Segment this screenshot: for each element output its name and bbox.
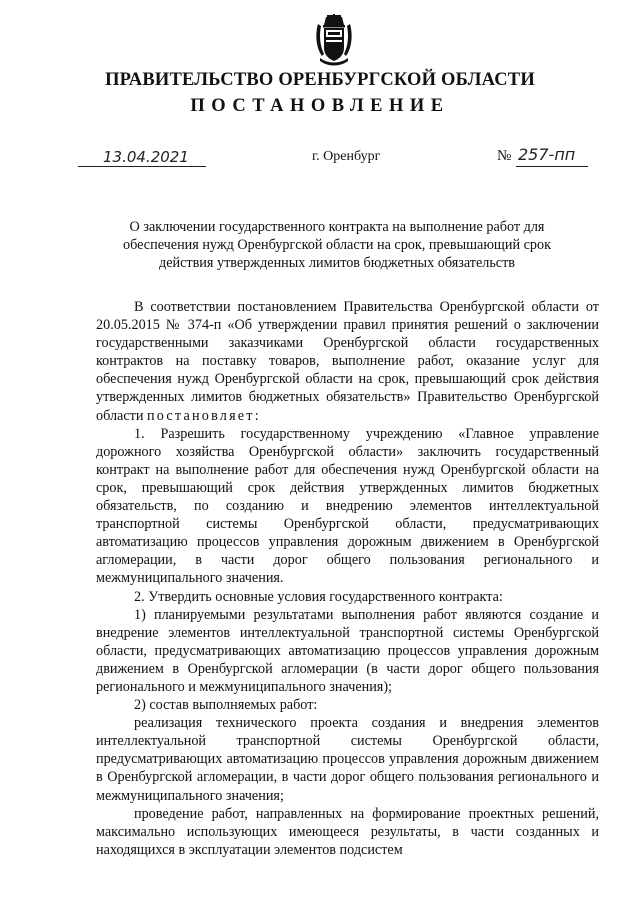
document-city: г. Оренбург [312, 149, 381, 164]
intro-paragraph [96, 298, 599, 425]
number-sign: № [497, 148, 512, 164]
paragraph-2: 2. Утвердить основные условия государственного контракта: [134, 588, 503, 605]
coat-of-arms-icon [314, 14, 354, 66]
intro-text: В соответствии постановлением Правительства Оренбургской области от 20.05.2015 № 374-п «Об утверждении правил принятия решений о заключении государственными заказчиками Оренбургской области государственных контрактов на поставку товаров, выполнение работ, оказание услуг для обеспечения нужд Оренбургской области на срок, превышающий срок действия утвержденных лимитов бюджетных обязательств» Правительство Оренбургской области [96, 299, 599, 424]
document-type: ПОСТАНОВЛЕНИЕ [190, 96, 450, 116]
paragraph-2-2-b: проведение работ, направленных на формирование проектных решений, максимально использующих имеющееся результаты, в части созданных и находящихся в эксплуатации элементов подсистем [96, 805, 599, 858]
document-subject: О заключении государственного контракта на выполнение работ для обеспечения нужд Оренбургской области на срок, превышающий срок действия утвержденных лимитов бюджетных обязательств [123, 219, 551, 271]
paragraph-1: 1. Разрешить государственному учреждению «Главное управление дорожного хозяйства Оренбургской области» заключить государственный контракт на выполнение работ для обеспечения нужд Оренбургской области на срок, превышающий срок действия утвержденных лимитов бюджетных обязательств, по созданию и внедрению элементов интеллектуальной транспортной системы Оренбургской области, предусматривающих автоматизацию процессов управления дорожным движением в Оренбургской агломерации, в части дорог общего пользования регионального и межмуниципального значения. [96, 425, 599, 587]
document-number: 257-пп [518, 145, 576, 164]
paragraph-2-2-a: реализация технического проекта создания и внедрения элементов интеллектуальной транспортной системы Оренбургской области, предусматривающих автоматизацию процессов управления дорожным движением в Оренбургской агломерации, в части дорог общего пользования регионального и межмуниципального значения; [96, 715, 599, 804]
government-title: ПРАВИТЕЛЬСТВО ОРЕНБУРГСКОЙ ОБЛАСТИ [105, 70, 535, 90]
date-underline [78, 166, 206, 167]
paragraph-2-2: 2) состав выполняемых работ: [134, 697, 318, 714]
document-date: 13.04.2021 [103, 148, 189, 166]
paragraph-2-1: 1) планируемыми результатами выполнения работ являются создание и внедрение элементов интеллектуальной транспортной системы Оренбургской области, предусматривающих автоматизацию процессов управления дорожным движением в Оренбургской агломерации (в части дорог общего пользования регионального и межмуниципального значения); [96, 606, 599, 695]
decree-word: постановляет: [146, 407, 261, 424]
number-underline [516, 166, 588, 167]
document-body [96, 298, 599, 859]
